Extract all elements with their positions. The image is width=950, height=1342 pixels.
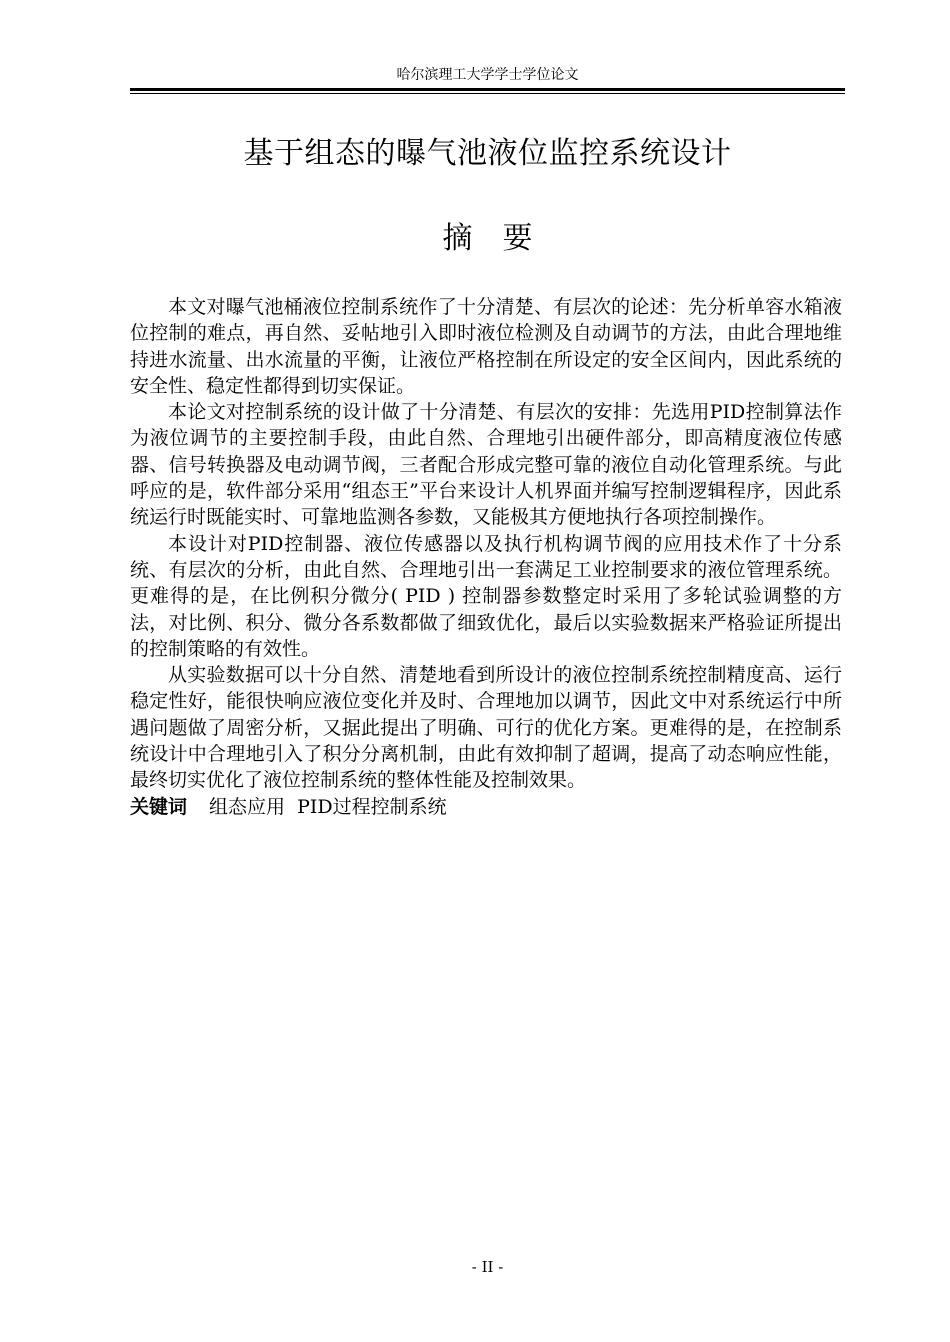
abstract-body [130,294,842,820]
keywords-line [130,794,842,820]
keywords-value: 组态应用 PID过程控制系统 [209,795,447,818]
running-header: 哈尔滨理工大学学士学位论文 [396,67,579,83]
header-rule-thick [130,88,845,91]
abstract-paragraph-1: 本文对曝气池桶液位控制系统作了十分清楚、有层次的论述：先分析单容水箱液位控制的难点，再自然、妥帖地引入即时液位检测及自动调节的方法，由此合理地维持进水流量、出水流量的平衡，让液位严格控制在所设定的安全区间内，因此系统的安全性、稳定性都得到切实保证。 [130,296,842,397]
header-rule-thin [130,93,845,94]
keywords-label: 关键词 [130,795,188,818]
abstract-paragraph-2: 本论文对控制系统的设计做了十分清楚、有层次的安排：先选用PID控制算法作为液位调节的主要控制手段，由此自然、合理地引出硬件部分，即高精度液位传感器、信号转换器及电动调节阀，三者配合形成完整可靠的液位自动化管理系统。与此呼应的是，软件部分采用“组态王”平台来设计人机界面并编写控制逻辑程序，因此系统运行时既能实时、可靠地监测各参数，又能极其方便地执行各项控制操作。 [130,401,842,529]
abstract-paragraph-4: 从实验数据可以十分自然、清楚地看到所设计的液位控制系统控制精度高、运行稳定性好，能很快响应液位变化并及时、合理地加以调节，因此文中对系统运行中所遇问题做了周密分析，又据此提出了明确、可行的优化方案。更难得的是，在控制系统设计中合理地引入了积分分离机制，由此有效抑制了超调，提高了动态响应性能，最终切实优化了液位控制系统的整体性能及控制效果。 [130,664,842,792]
abstract-paragraph-3: 本设计对PID控制器、液位传感器以及执行机构调节阀的应用技术作了十分系统、有层次的分析，由此自然、合理地引出一套满足工业控制要求的液位管理系统。更难得的是，在比例积分微分( PID ) 控制器参数整定时采用了多轮试验调整的方法，对比例、积分、微分各系数都做了细致优化，最后以实验数据来严格验证所提出的控制策略的有效性。 [130,532,843,660]
thesis-title: 基于组态的曝气池液位监控系统设计 [243,136,732,171]
page-number: - II - [471,1258,504,1276]
abstract-heading: 摘要 [442,221,563,256]
